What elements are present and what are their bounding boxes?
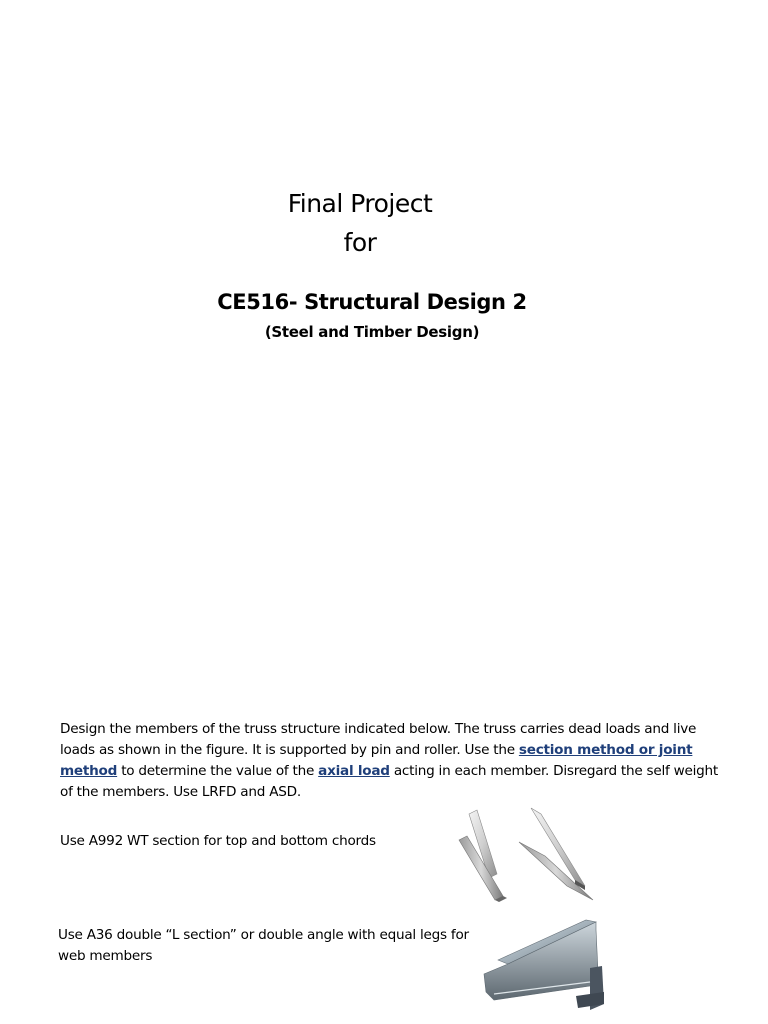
angle-section-steel-image — [478, 912, 618, 1022]
description-text-1: Design the members of the truss structure indicated below. The truss carries dead loads and live loads as shown in the figure. It is supported by pin and roller. Use the — [60, 721, 697, 758]
description-text-2: to determine the value of the — [117, 763, 319, 779]
wt-section-steel-image — [445, 800, 605, 905]
project-title-line-2: for — [343, 228, 377, 257]
description-text-3: acting in each member. Disregard the self weight of the members. Use LRFD and ASD. — [60, 763, 718, 800]
project-title-line-1: Final Project — [287, 189, 433, 218]
course-subtitle: (Steel and Timber Design) — [264, 323, 480, 341]
web-members-instruction: Use A36 double “L section” or double angle with equal legs for web members — [58, 927, 469, 964]
chords-instruction: Use A992 WT section for top and bottom chords — [60, 833, 376, 849]
project-description — [60, 719, 720, 803]
axial-load-link[interactable]: axial load — [318, 763, 390, 779]
section-method-link[interactable]: section method or joint method — [60, 742, 693, 779]
course-title: CE516- Structural Design 2 — [217, 290, 527, 314]
